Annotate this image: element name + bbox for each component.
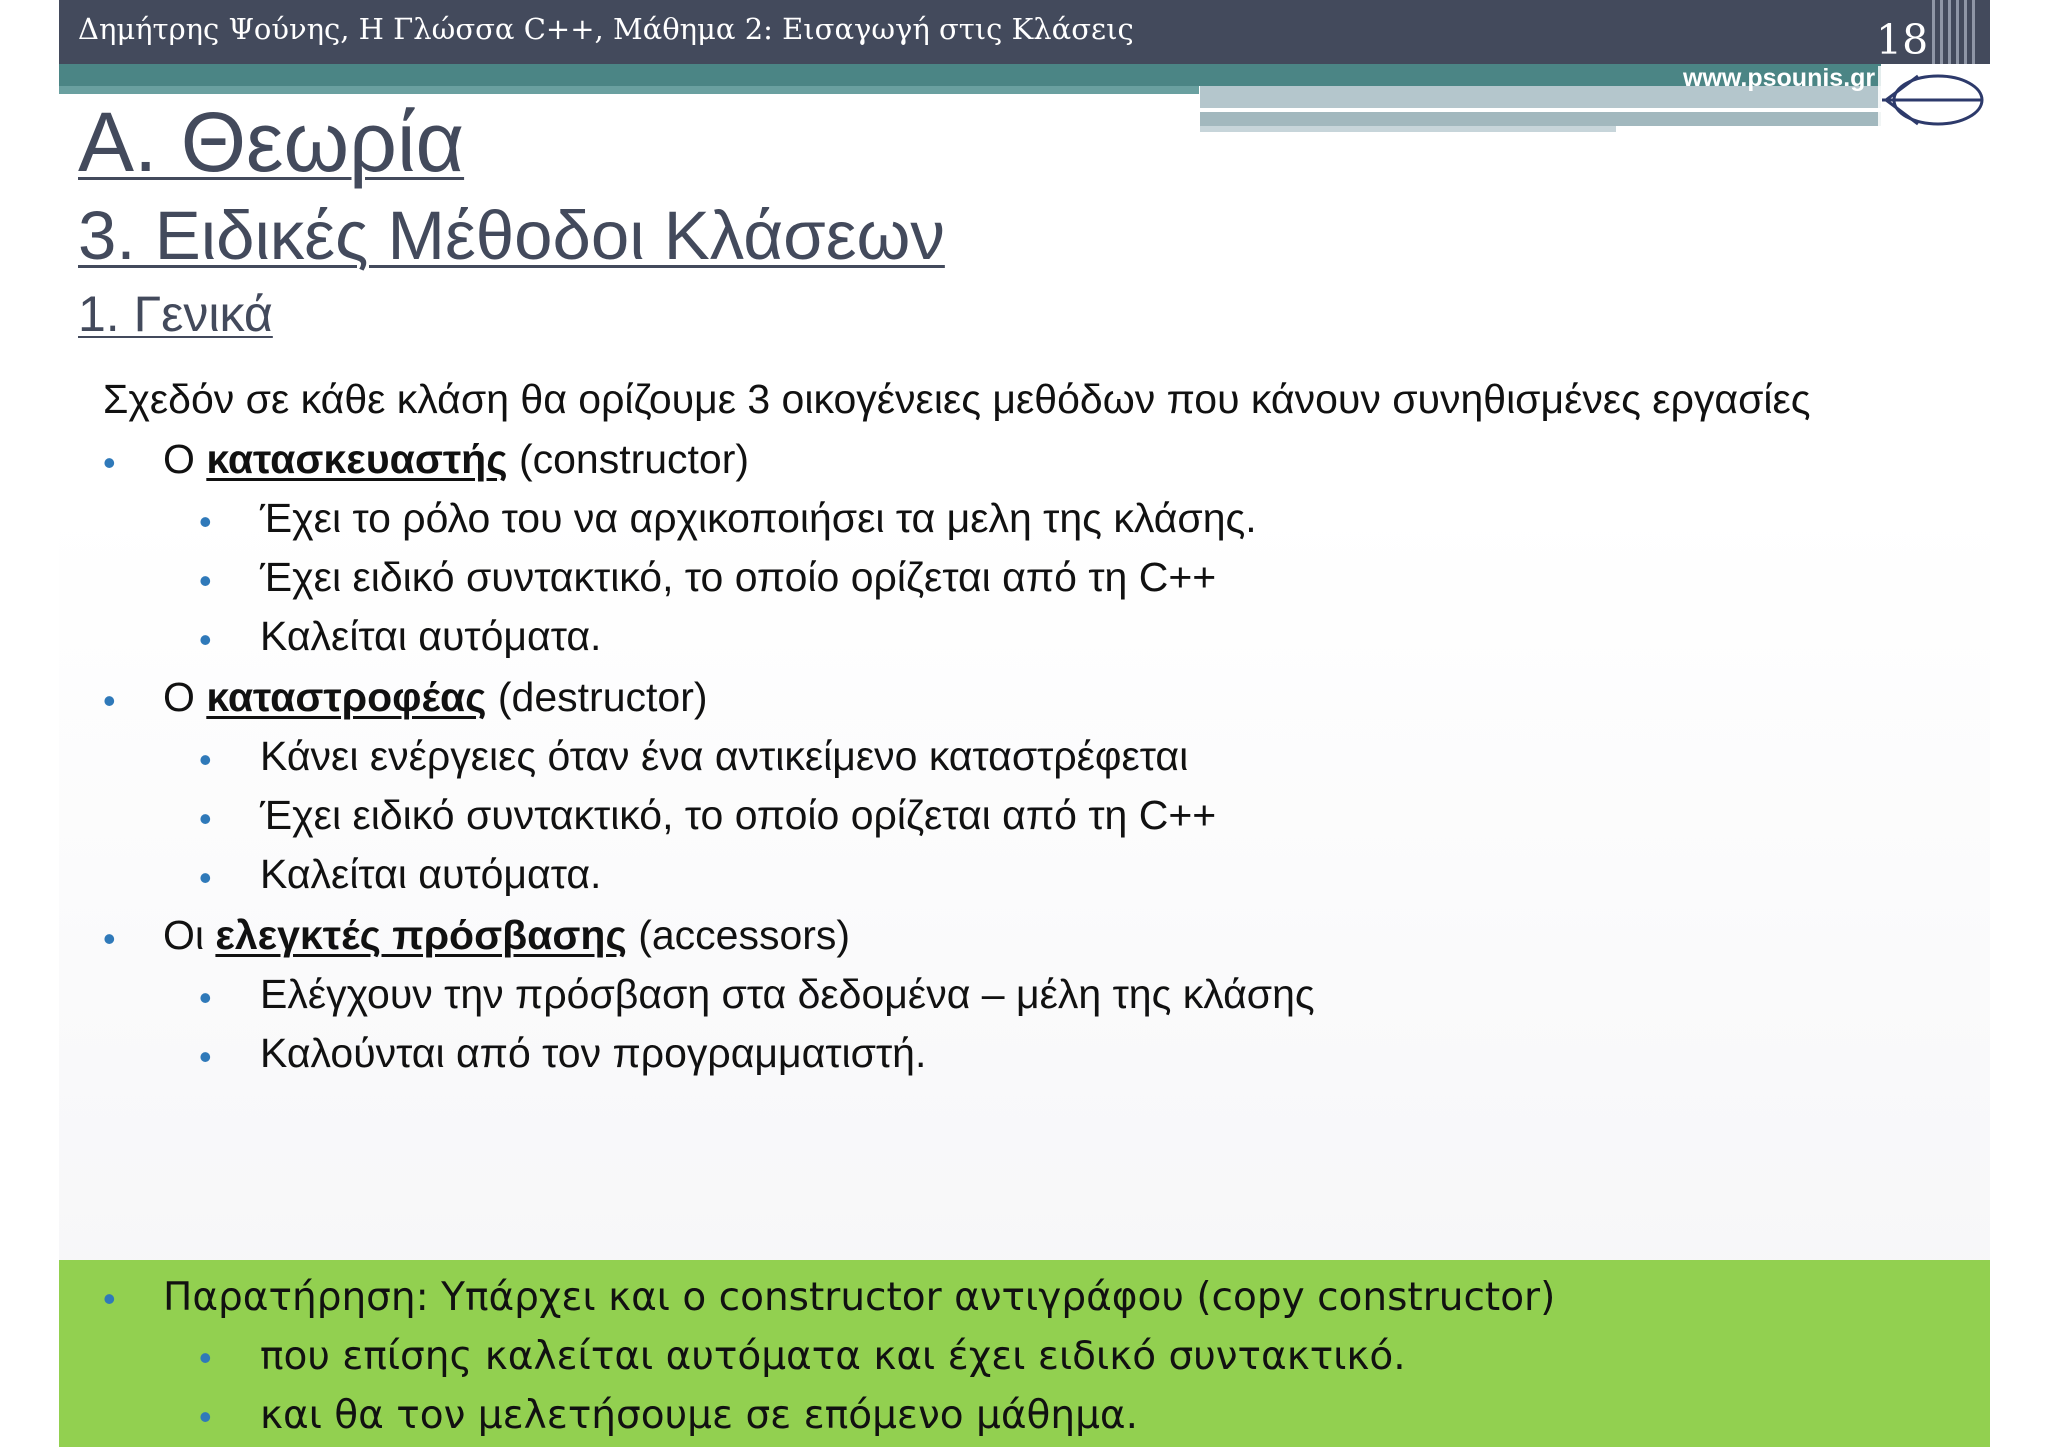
- item-suffix: (accessors): [638, 912, 851, 958]
- item-prefix: Ο: [163, 436, 195, 482]
- teal-band-lower: [59, 86, 1199, 94]
- list-item-destructor: [163, 674, 708, 720]
- sub-item: Ελέγχουν την πρόσβαση στα δεδομένα – μέλη της κλάσης: [260, 971, 1315, 1017]
- website-label: www.psounis.gr: [1683, 64, 1876, 92]
- item-suffix: (constructor): [518, 436, 750, 482]
- item-prefix: Ο: [163, 674, 195, 720]
- item-suffix: (destructor): [497, 674, 708, 720]
- grey-band-lower: [1200, 112, 1881, 126]
- main-title: Α. Θεωρία: [78, 95, 465, 189]
- sub-item: Καλείται αυτόματα.: [260, 613, 602, 659]
- bullet-marker: •: [103, 680, 116, 721]
- bullet-marker: •: [199, 739, 212, 780]
- intro-text: Σχεδόν σε κάθε κλάση θα ορίζουμε 3 οικογένειες μεθόδων που κάνουν συνηθισμένες εργασίες: [103, 376, 1811, 422]
- grey-band-thin: [1200, 126, 1616, 132]
- bullet-marker: •: [199, 1337, 212, 1378]
- header-course-text: Δημήτρης Ψούνης, Η Γλώσσα C++, Μάθημα 2: Εισαγωγή στις Κλάσεις: [78, 12, 1134, 46]
- bullet-marker: •: [199, 857, 212, 898]
- item-keyword: καταστροφέας: [206, 674, 487, 720]
- bullet-marker: •: [199, 798, 212, 839]
- psounis-logo-icon: [1878, 66, 1988, 137]
- sub-item: Καλείται αυτόματα.: [260, 851, 602, 897]
- sub-item: Καλούνται από τον προγραμματιστή.: [260, 1030, 927, 1076]
- bullet-marker: •: [103, 442, 116, 483]
- list-item-constructor: [163, 436, 750, 482]
- sub-item: Έχει το ρόλο του να αρχικοποιήσει τα μελη της κλάσης.: [260, 495, 1257, 541]
- bullet-marker: •: [199, 560, 212, 601]
- note-sub-text: που επίσης καλείται αυτόματα και έχει ειδικό συντακτικό.: [260, 1334, 1406, 1379]
- teal-band: [59, 64, 1881, 86]
- section-title: 3. Ειδικές Μέθοδοι Κλάσεων: [78, 197, 945, 274]
- page-number: 18: [1876, 16, 1929, 64]
- item-keyword: ελεγκτές πρόσβασης: [215, 912, 627, 958]
- header-stripes: [1926, 0, 1990, 64]
- sub-item: Κάνει ενέργειες όταν ένα αντικείμενο καταστρέφεται: [260, 733, 1189, 779]
- bullet-marker: •: [199, 619, 212, 660]
- bullet-marker: •: [199, 501, 212, 542]
- list-item-accessors: [163, 912, 851, 958]
- note-main-text: Παρατήρηση: Υπάρχει και ο constructor αντιγράφου (copy constructor): [163, 1275, 1556, 1320]
- bullet-marker: •: [199, 1036, 212, 1077]
- bullet-marker: •: [199, 977, 212, 1018]
- sub-item: Έχει ειδικό συντακτικό, το οποίο ορίζεται από τη C++: [260, 554, 1217, 600]
- sub-item: Έχει ειδικό συντακτικό, το οποίο ορίζεται από τη C++: [260, 792, 1217, 838]
- bullet-marker: •: [199, 1396, 212, 1437]
- note-sub-text: και θα τον μελετήσουμε σε επόμενο μάθημα.: [260, 1393, 1139, 1438]
- bullet-marker: •: [103, 918, 116, 959]
- bullet-marker: •: [103, 1278, 116, 1319]
- item-keyword: κατασκευαστής: [206, 436, 508, 482]
- subsection-title: 1. Γενικά: [78, 286, 273, 342]
- item-prefix: Οι: [163, 912, 204, 958]
